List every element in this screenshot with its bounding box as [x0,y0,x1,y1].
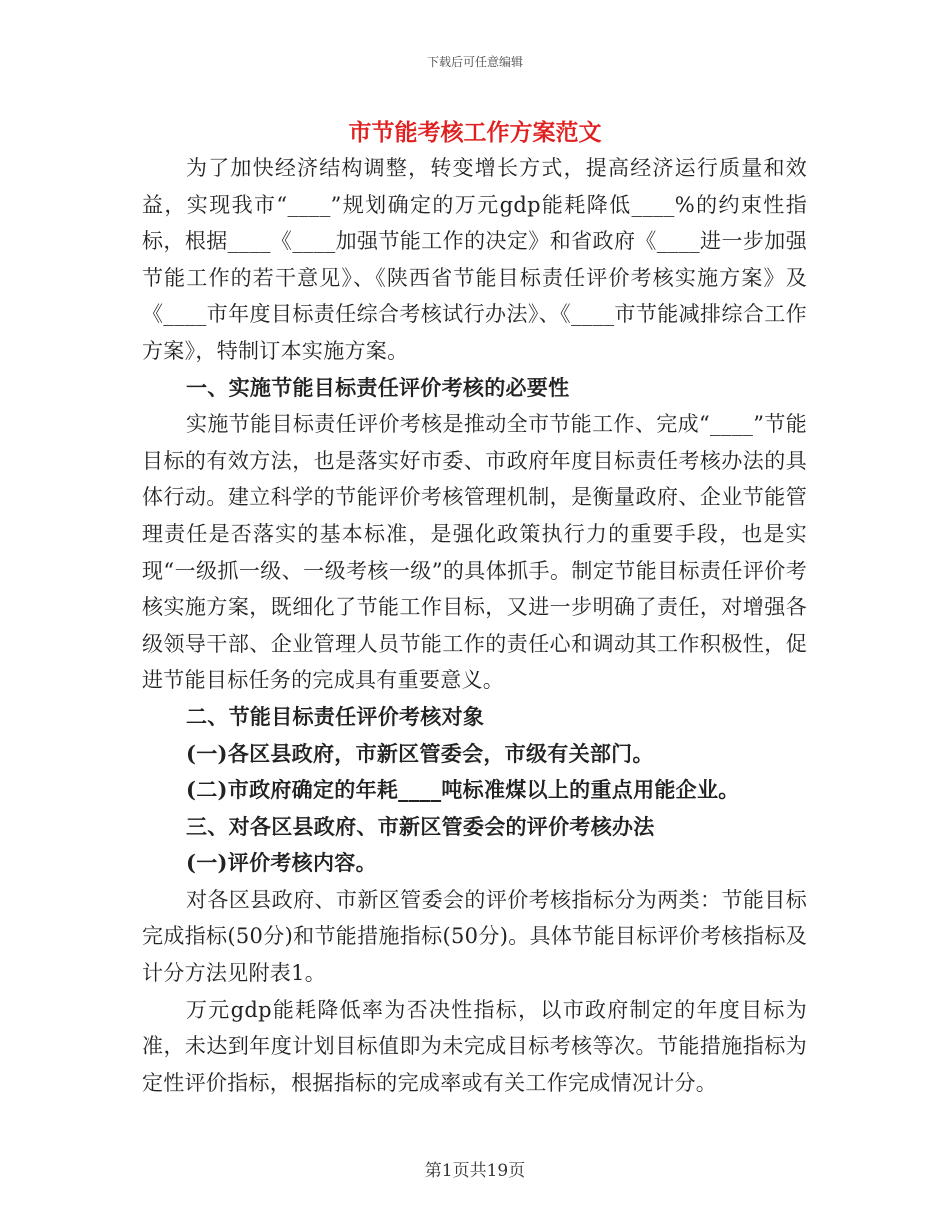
body-paragraph: 万元gdp能耗降低率为否决性指标，以市政府制定的年度目标为准，未达到年度计划目标值即为未完成目标考核等次。节能措施指标为定性评价指标，根据指标的完成率或有关工作完成情况计分。 [142,997,807,1095]
subsection-item-1: (一)各区县政府，市新区管委会，市级有关部门。 [186,740,654,766]
body-paragraph: 对各区县政府、市新区管委会的评价考核指标分为两类：节能目标完成指标(50分)和节能措施指标(50分)。具体节能目标评价考核指标及计分方法见附表1。 [142,887,807,986]
body-paragraph: 实施节能目标责任评价考核是推动全市节能工作、完成“____”节能目标的有效方法，也是落实好市委、市政府年度目标责任考核办法的具体行动。建立科学的节能评价考核管理机制，是衡量政府、企业节能管理责任是否落实的基本标准，是强化政策执行力的重要手段，也是实现“一级抓一级、一级考核一级”的具体抓手。制定节能目标责任评价考核实施方案，既细化了节能工作目标，又进一步明确了责任，对增强各级领导干部、企业管理人员节能工作的责任心和调动其工作积极性，促进节能目标任务的完成具有重要意义。 [142,412,807,693]
intro-paragraph: 为了加快经济结构调整，转变增长方式，提高经济运行质量和效益，实现我市“____”规划确定的万元gdp能耗降低____%的约束性指标，根据____《____加强节能工作的决定》和省政府《____进一步加强节能工作的若干意见》、《陕西省节能目标责任评价考核实施方案》及《____市年度目标责任综合考核试行办法》、《____市节能减排综合工作方案》，特制订本实施方案。 [142,156,807,363]
section-heading-3: 三、对各区县政府、市新区管委会的评价考核办法 [186,813,655,839]
section-heading-2: 二、节能目标责任评价考核对象 [186,703,485,729]
page-number: 第1页共19页 [424,1161,526,1181]
section-heading-1: 一、实施节能目标责任评价考核的必要性 [186,374,570,400]
subsection-heading: (一)评价考核内容。 [186,850,377,876]
document-body [142,150,807,1101]
header-note: 下载后可任意编辑 [426,55,523,69]
subsection-item-2: (二)市政府确定的年耗____吨标准煤以上的重点用能企业。 [186,777,740,803]
document-title: 市节能考核工作方案范文 [348,119,602,146]
